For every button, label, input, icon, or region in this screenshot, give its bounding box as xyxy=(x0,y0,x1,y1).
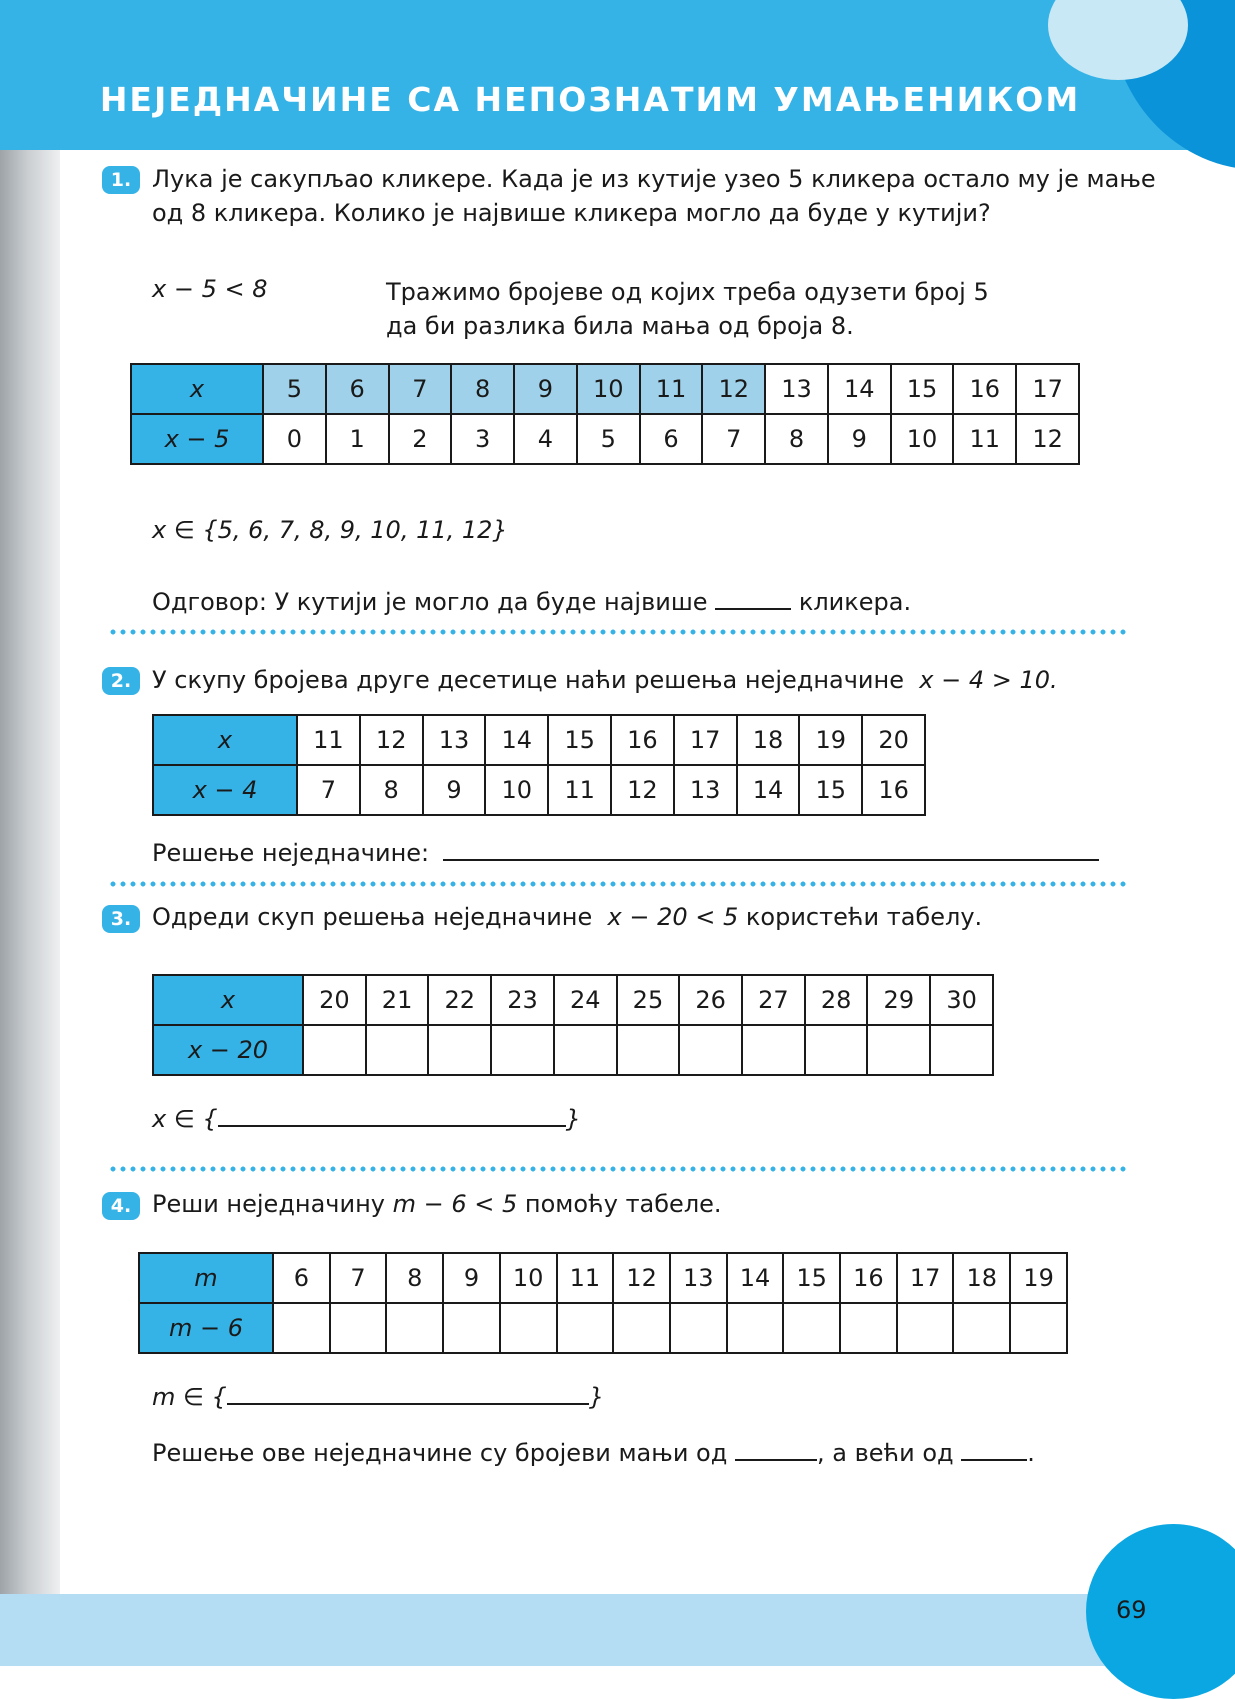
table-row-label: x − 4 xyxy=(153,765,297,815)
exercise-1-table xyxy=(130,363,1080,465)
exercise-1-text-line1: Лука је сакупљао кликере. Када је из кутије узео 5 кликера остало му је мање xyxy=(152,165,1156,193)
exercise-4-table xyxy=(138,1252,1068,1354)
table-cell: 13 xyxy=(423,715,486,765)
table-cell: 7 xyxy=(389,364,452,414)
table-cell: 10 xyxy=(500,1253,557,1303)
table-empty-cell[interactable] xyxy=(330,1303,387,1353)
exercise-2-question: У скупу бројева друге десетице наћи решења неједначине xyxy=(152,666,904,694)
table-empty-cell[interactable] xyxy=(783,1303,840,1353)
table-cell: 14 xyxy=(727,1253,784,1303)
table-cell: 16 xyxy=(611,715,674,765)
exercise-2-badge: 2. xyxy=(102,667,140,695)
table-cell: 1 xyxy=(326,414,389,464)
table-empty-cell[interactable] xyxy=(557,1303,614,1353)
table-empty-cell[interactable] xyxy=(273,1303,330,1353)
table-cell: 30 xyxy=(930,975,993,1025)
table-cell: 8 xyxy=(360,765,423,815)
table-empty-cell[interactable] xyxy=(303,1025,366,1075)
table-cell: 20 xyxy=(862,715,925,765)
exercise-2-text xyxy=(152,663,1058,697)
exercise-1-solution-set: x ∈ {5, 6, 7, 8, 9, 10, 11, 12} xyxy=(152,516,508,544)
exercise-3-question: Одреди скуп решења неједначине xyxy=(152,903,593,931)
set-blank[interactable] xyxy=(227,1377,589,1405)
exercise-3-table xyxy=(152,974,994,1076)
table-cell: 15 xyxy=(783,1253,840,1303)
table-cell: 12 xyxy=(1016,414,1079,464)
table-cell: 5 xyxy=(263,364,326,414)
table-cell: 13 xyxy=(765,364,828,414)
dotted-divider xyxy=(108,629,1126,635)
table-cell: 10 xyxy=(485,765,548,815)
table-cell: 29 xyxy=(867,975,930,1025)
table-cell: 15 xyxy=(891,364,954,414)
table-cell: 6 xyxy=(326,364,389,414)
table-cell: 11 xyxy=(548,765,611,815)
dotted-divider xyxy=(108,1166,1126,1172)
table-cell: 11 xyxy=(953,414,1016,464)
table-cell: 16 xyxy=(953,364,1016,414)
exercise-4-solution-set xyxy=(152,1377,604,1414)
table-cell: 15 xyxy=(799,765,862,815)
table-empty-cell[interactable] xyxy=(953,1303,1010,1353)
table-cell: 17 xyxy=(674,715,737,765)
table-cell: 9 xyxy=(423,765,486,815)
table-cell: 7 xyxy=(297,765,360,815)
answer-blank[interactable] xyxy=(715,582,791,610)
set-blank[interactable] xyxy=(218,1099,566,1127)
table-row-label: x xyxy=(131,364,263,414)
table-row-label: x xyxy=(153,975,303,1025)
final-blank-2[interactable] xyxy=(961,1433,1027,1461)
exercise-1-answer xyxy=(152,582,911,619)
table-cell: 12 xyxy=(360,715,423,765)
table-cell: 0 xyxy=(263,414,326,464)
table-cell: 9 xyxy=(514,364,577,414)
exercise-1-text-line2: од 8 кликера. Колико је највише кликера могло да буде у кутији? xyxy=(152,199,991,227)
table-cell: 6 xyxy=(640,414,703,464)
table-cell: 3 xyxy=(451,414,514,464)
table-cell: 9 xyxy=(828,414,891,464)
table-empty-cell[interactable] xyxy=(366,1025,429,1075)
answer-prefix: Одговор: У кутији је могло да буде највише xyxy=(152,588,708,616)
set-close: } xyxy=(588,1383,605,1411)
table-cell: 10 xyxy=(577,364,640,414)
table-cell: 8 xyxy=(765,414,828,464)
exercise-4-question: Реши неједначину xyxy=(152,1190,385,1218)
exercise-1-explain-line2: да би разлика била мања од броја 8. xyxy=(386,312,854,340)
table-row-label: x − 5 xyxy=(131,414,263,464)
table-cell: 5 xyxy=(577,414,640,464)
exercise-1-inequality: x − 5 < 8 xyxy=(152,275,268,303)
table-cell: 2 xyxy=(389,414,452,464)
dotted-divider xyxy=(108,881,1126,887)
table-cell: 14 xyxy=(828,364,891,414)
exercise-3-badge: 3. xyxy=(102,905,140,933)
table-cell: 12 xyxy=(611,765,674,815)
final-blank-1[interactable] xyxy=(735,1433,817,1461)
table-cell: 14 xyxy=(485,715,548,765)
table-empty-cell[interactable] xyxy=(727,1303,784,1353)
table-empty-cell[interactable] xyxy=(500,1303,557,1353)
exercise-3-text xyxy=(152,900,982,934)
table-cell: 7 xyxy=(330,1253,387,1303)
table-cell: 12 xyxy=(702,364,765,414)
table-cell: 18 xyxy=(737,715,800,765)
page-title: НЕЈЕДНАЧИНЕ СА НЕПОЗНАТИМ УМАЊЕНИКОМ xyxy=(99,80,1081,119)
table-empty-cell[interactable] xyxy=(428,1025,491,1075)
table-cell: 25 xyxy=(617,975,680,1025)
table-cell: 22 xyxy=(428,975,491,1025)
solution-blank[interactable] xyxy=(443,833,1099,861)
table-cell: 10 xyxy=(891,414,954,464)
table-row-label: m xyxy=(139,1253,273,1303)
table-cell: 16 xyxy=(862,765,925,815)
exercise-3-inequality: x − 20 < 5 xyxy=(607,903,739,931)
table-cell: 8 xyxy=(386,1253,443,1303)
table-cell: 11 xyxy=(297,715,360,765)
table-cell: 23 xyxy=(491,975,554,1025)
table-cell: 9 xyxy=(443,1253,500,1303)
table-empty-cell[interactable] xyxy=(386,1303,443,1353)
final-part-1: Решење ове неједначине су бројеви мањи од xyxy=(152,1439,728,1467)
table-cell: 11 xyxy=(557,1253,614,1303)
exercise-4-text xyxy=(152,1187,722,1221)
page-number: 69 xyxy=(1116,1596,1147,1624)
exercise-4-badge: 4. xyxy=(102,1192,140,1220)
table-empty-cell[interactable] xyxy=(554,1025,617,1075)
set-close: } xyxy=(565,1105,581,1133)
table-empty-cell[interactable] xyxy=(805,1025,868,1075)
exercise-2-solution xyxy=(152,833,1099,870)
table-empty-cell[interactable] xyxy=(679,1025,742,1075)
table-cell: 24 xyxy=(554,975,617,1025)
table-empty-cell[interactable] xyxy=(491,1025,554,1075)
table-cell: 27 xyxy=(742,975,805,1025)
table-cell: 14 xyxy=(737,765,800,815)
exercise-4-final-sentence xyxy=(152,1433,1035,1470)
table-cell: 15 xyxy=(548,715,611,765)
table-empty-cell[interactable] xyxy=(930,1025,993,1075)
table-cell: 8 xyxy=(451,364,514,414)
exercise-4-question-end: помоћу табеле. xyxy=(524,1190,722,1218)
final-part-3: . xyxy=(1027,1439,1035,1467)
footer-band xyxy=(0,1594,1235,1666)
table-empty-cell[interactable] xyxy=(613,1303,670,1353)
final-part-2: , а већи од xyxy=(816,1439,954,1467)
exercise-3-question-end: користећи табелу. xyxy=(745,903,983,931)
exercise-1-badge: 1. xyxy=(102,166,140,194)
table-cell: 19 xyxy=(799,715,862,765)
set-open: x ∈ { xyxy=(152,1105,218,1133)
table-cell: 17 xyxy=(1016,364,1079,414)
table-cell: 21 xyxy=(366,975,429,1025)
table-row-label: m − 6 xyxy=(139,1303,273,1353)
table-empty-cell[interactable] xyxy=(742,1025,805,1075)
table-cell: 13 xyxy=(670,1253,727,1303)
exercise-2-table xyxy=(152,714,926,816)
table-cell: 7 xyxy=(702,414,765,464)
solution-label: Решење неједначине: xyxy=(152,839,430,867)
exercise-3-solution-set xyxy=(152,1099,581,1136)
answer-suffix: кликера. xyxy=(798,588,912,616)
table-cell: 18 xyxy=(953,1253,1010,1303)
book-spine-shadow xyxy=(0,0,60,1666)
table-empty-cell[interactable] xyxy=(840,1303,897,1353)
exercise-2-inequality: x − 4 > 10. xyxy=(919,666,1058,694)
table-empty-cell[interactable] xyxy=(443,1303,500,1353)
table-cell: 12 xyxy=(613,1253,670,1303)
set-open: m ∈ { xyxy=(152,1383,227,1411)
table-cell: 20 xyxy=(303,975,366,1025)
table-empty-cell[interactable] xyxy=(897,1303,954,1353)
table-cell: 19 xyxy=(1010,1253,1067,1303)
table-cell: 11 xyxy=(640,364,703,414)
table-cell: 17 xyxy=(897,1253,954,1303)
table-cell: 16 xyxy=(840,1253,897,1303)
table-cell: 26 xyxy=(679,975,742,1025)
table-cell: 4 xyxy=(514,414,577,464)
table-row-label: x − 20 xyxy=(153,1025,303,1075)
table-empty-cell[interactable] xyxy=(867,1025,930,1075)
exercise-1-explain-line1: Тражимо бројеве од којих треба одузети број 5 xyxy=(386,278,989,306)
table-empty-cell[interactable] xyxy=(617,1025,680,1075)
table-cell: 6 xyxy=(273,1253,330,1303)
table-row-label: x xyxy=(153,715,297,765)
table-empty-cell[interactable] xyxy=(670,1303,727,1353)
table-cell: 13 xyxy=(674,765,737,815)
exercise-4-inequality: m − 6 < 5 xyxy=(392,1190,518,1218)
table-cell: 28 xyxy=(805,975,868,1025)
table-empty-cell[interactable] xyxy=(1010,1303,1067,1353)
